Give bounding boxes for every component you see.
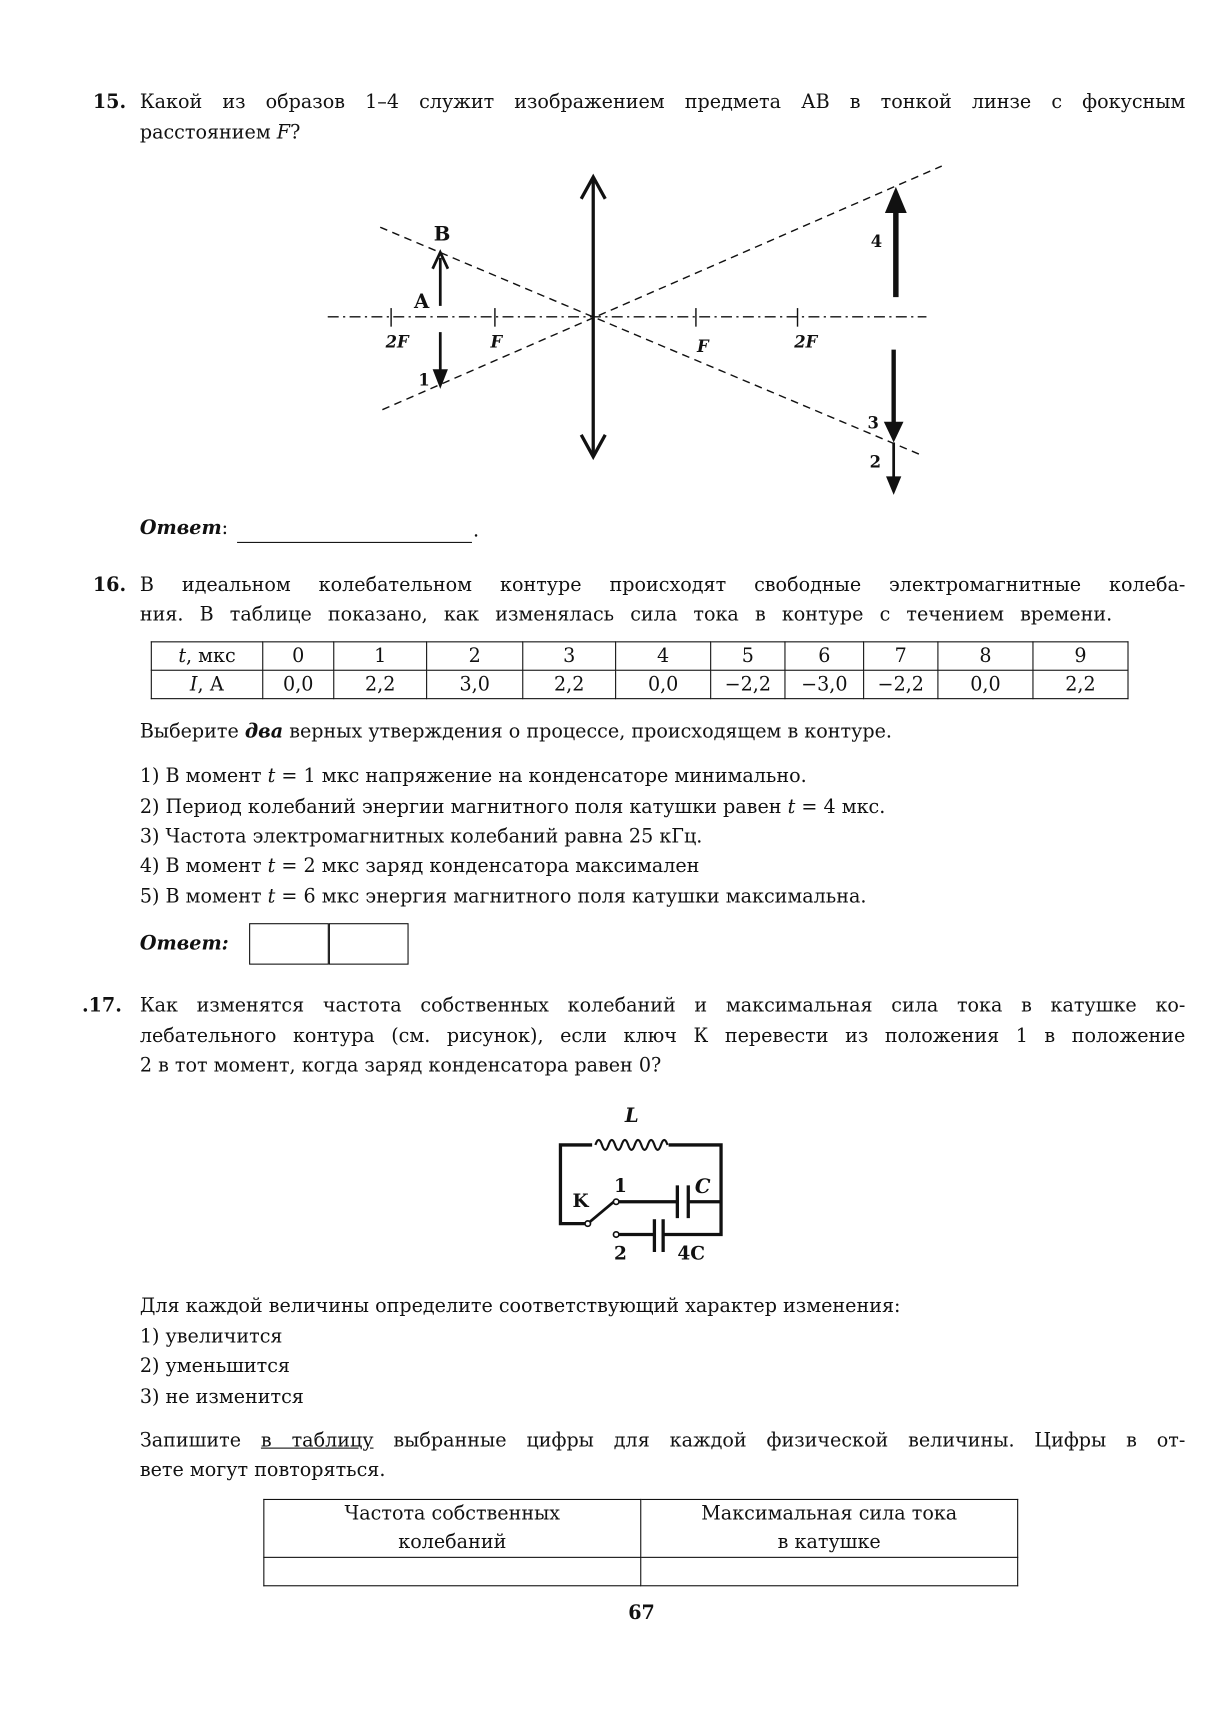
header-frequency — [264, 1499, 641, 1557]
write-text: Запишите — [139, 1430, 261, 1452]
cell-I: 0,0 — [616, 670, 711, 698]
table-row-time — [151, 642, 1128, 670]
option-text: = 6 мкс энергия магнитного поля катушки максимальна. — [275, 886, 867, 908]
cell-t: 3 — [523, 642, 616, 670]
option-var: t — [267, 765, 276, 788]
label-3: 3 — [867, 413, 879, 433]
option-var: t — [267, 855, 276, 878]
cell-t: 4 — [616, 642, 711, 670]
page-number: 67 — [628, 1602, 655, 1625]
option-var: t — [787, 796, 796, 819]
q15-text: ? — [290, 122, 301, 145]
answer-table-input-row — [264, 1557, 1018, 1585]
option-text: 1) В момент — [139, 765, 268, 788]
object-arrow-AB — [433, 252, 448, 306]
q16-answer-label: Ответ: — [139, 932, 229, 955]
cell-t: 5 — [711, 642, 785, 670]
cell-I: −2,2 — [711, 670, 785, 698]
label-L: L — [624, 1103, 639, 1127]
cell-t: 7 — [864, 642, 938, 670]
q17-text-line3: 2 в тот момент, когда заряд конденсатора равен 0? — [139, 1055, 662, 1078]
option-text: = 4 мкс. — [795, 796, 886, 819]
construction-rays — [380, 166, 942, 454]
option-text: = 1 мкс напряжение на конденсаторе минимально. — [275, 765, 807, 788]
q17-text-line1: Как изменятся частота собственных колебаний и максимальная сила тока в катушке ко- — [139, 995, 1186, 1018]
q17-number: .17. — [81, 995, 122, 1018]
q16-option-4 — [140, 855, 700, 877]
t-unit: , мкс — [186, 645, 236, 667]
header-text: в катушке — [777, 1531, 881, 1554]
label-2F-right: 2F — [794, 332, 818, 352]
answer-label-text: Ответ — [139, 517, 222, 540]
answer-table-header-row — [264, 1499, 1018, 1557]
instruction-text: Выберите — [139, 721, 245, 743]
image-arrow-2 — [886, 442, 901, 494]
cell-I: 2,2 — [523, 670, 616, 698]
option-text: = 2 мкс заряд конденсатора максимален — [275, 855, 700, 878]
cell-I: −2,2 — [864, 670, 938, 698]
image-arrow-3 — [884, 350, 904, 443]
q17-write-line1 — [140, 1430, 1186, 1452]
cell-I: 0,0 — [938, 670, 1033, 698]
label-2: 2 — [869, 452, 882, 472]
q15-answer-label — [140, 518, 228, 540]
q17-intro: Для каждой величины определите соответствующий характер изменения: — [139, 1295, 901, 1318]
cell-t: 0 — [263, 642, 334, 670]
q16-answer-box-1[interactable] — [249, 923, 329, 965]
q15-text-line1: Какой из образов 1–4 служит изображением предмета АВ в тонкой линзе с фокусным — [139, 91, 1186, 114]
label-position-1: 1 — [613, 1175, 627, 1197]
image-arrow-4 — [885, 187, 907, 297]
option-text: 5) В момент — [139, 886, 268, 908]
q16-option-3 — [140, 826, 702, 848]
q17-answer-table — [263, 1499, 1018, 1586]
q15-answer-end: . — [473, 520, 480, 542]
header-current — [151, 670, 262, 698]
write-text: выбранные цифры для каждой физической величины. Цифры в от- — [373, 1430, 1186, 1452]
header-text: колебаний — [398, 1531, 507, 1554]
q16-number: 16. — [92, 574, 127, 597]
cell-t: 1 — [334, 642, 427, 670]
label-F-left: F — [490, 332, 503, 352]
q17-choice-2: 2) уменьшится — [139, 1355, 290, 1378]
cell-t: 2 — [427, 642, 523, 670]
answer-cell-frequency[interactable] — [264, 1557, 641, 1585]
label-4: 4 — [870, 231, 883, 251]
q15-number: 15. — [92, 91, 127, 114]
cell-I: 0,0 — [263, 670, 334, 698]
label-K: K — [572, 1191, 589, 1213]
option-text: 4) В момент — [139, 855, 268, 878]
q15-text: расстоянием — [139, 122, 277, 145]
q16-text-line2: ния. В таблице показано, как изменялась сила тока в контуре с течением времени. — [139, 604, 1113, 627]
q16-answer-box-2[interactable] — [329, 923, 409, 965]
current-time-table — [151, 641, 1129, 699]
header-time — [151, 642, 262, 670]
q16-option-5 — [140, 886, 867, 908]
answer-cell-max-current[interactable] — [641, 1557, 1018, 1585]
t-var: t — [178, 645, 187, 667]
label-position-2: 2 — [613, 1243, 627, 1265]
cell-t: 6 — [785, 642, 864, 670]
instruction-text: верных утверждения о процессе, происходящем в контуре. — [283, 721, 892, 743]
option-text: 3) Частота электромагнитных колебаний равна 25 кГц. — [139, 825, 703, 848]
label-4C: 4C — [677, 1243, 706, 1265]
label-2F-left: 2F — [385, 332, 409, 352]
colon: : — [221, 517, 229, 540]
q17-choice-3: 3) не изменится — [139, 1386, 304, 1409]
q15-answer-field[interactable] — [237, 542, 472, 543]
q16-text-line1: В идеальном колебательном контуре происходят свободные электромагнитные колеба- — [139, 574, 1186, 597]
instruction-emphasis: два — [244, 721, 284, 743]
option-var: t — [267, 886, 276, 908]
header-text: Максимальная сила тока — [701, 1503, 958, 1526]
q17-write-line2: вете могут повторяться. — [139, 1459, 386, 1482]
q17-text-line2: лебательного контура (см. рисунок), если ключ К перевести из положения 1 в положение — [139, 1025, 1186, 1048]
I-var: I — [189, 673, 198, 696]
q16-option-1 — [140, 766, 807, 788]
cell-t: 9 — [1033, 642, 1128, 670]
label-F-right: F — [697, 336, 709, 356]
label-A: A — [414, 290, 430, 314]
label-B: B — [433, 222, 451, 246]
option-text: 2) Период колебаний энергии магнитного поля катушки равен — [139, 796, 788, 819]
label-C: C — [694, 1175, 711, 1199]
cell-I: 2,2 — [1033, 670, 1128, 698]
q17-choice-1: 1) увеличится — [139, 1326, 283, 1349]
header-text: Частота собственных — [344, 1503, 561, 1526]
image-arrow-1 — [433, 332, 448, 389]
label-1: 1 — [418, 370, 430, 390]
cell-t: 8 — [938, 642, 1033, 670]
table-row-current — [151, 670, 1128, 698]
q16-option-2 — [140, 796, 885, 818]
header-max-current — [641, 1499, 1018, 1557]
I-unit: , А — [197, 673, 225, 696]
cell-I: 3,0 — [427, 670, 523, 698]
focal-var: F — [276, 122, 291, 145]
cell-I: 2,2 — [334, 670, 427, 698]
write-table-ref: в таблицу — [260, 1430, 374, 1452]
cell-I: −3,0 — [785, 670, 864, 698]
q16-instruction — [140, 721, 892, 743]
